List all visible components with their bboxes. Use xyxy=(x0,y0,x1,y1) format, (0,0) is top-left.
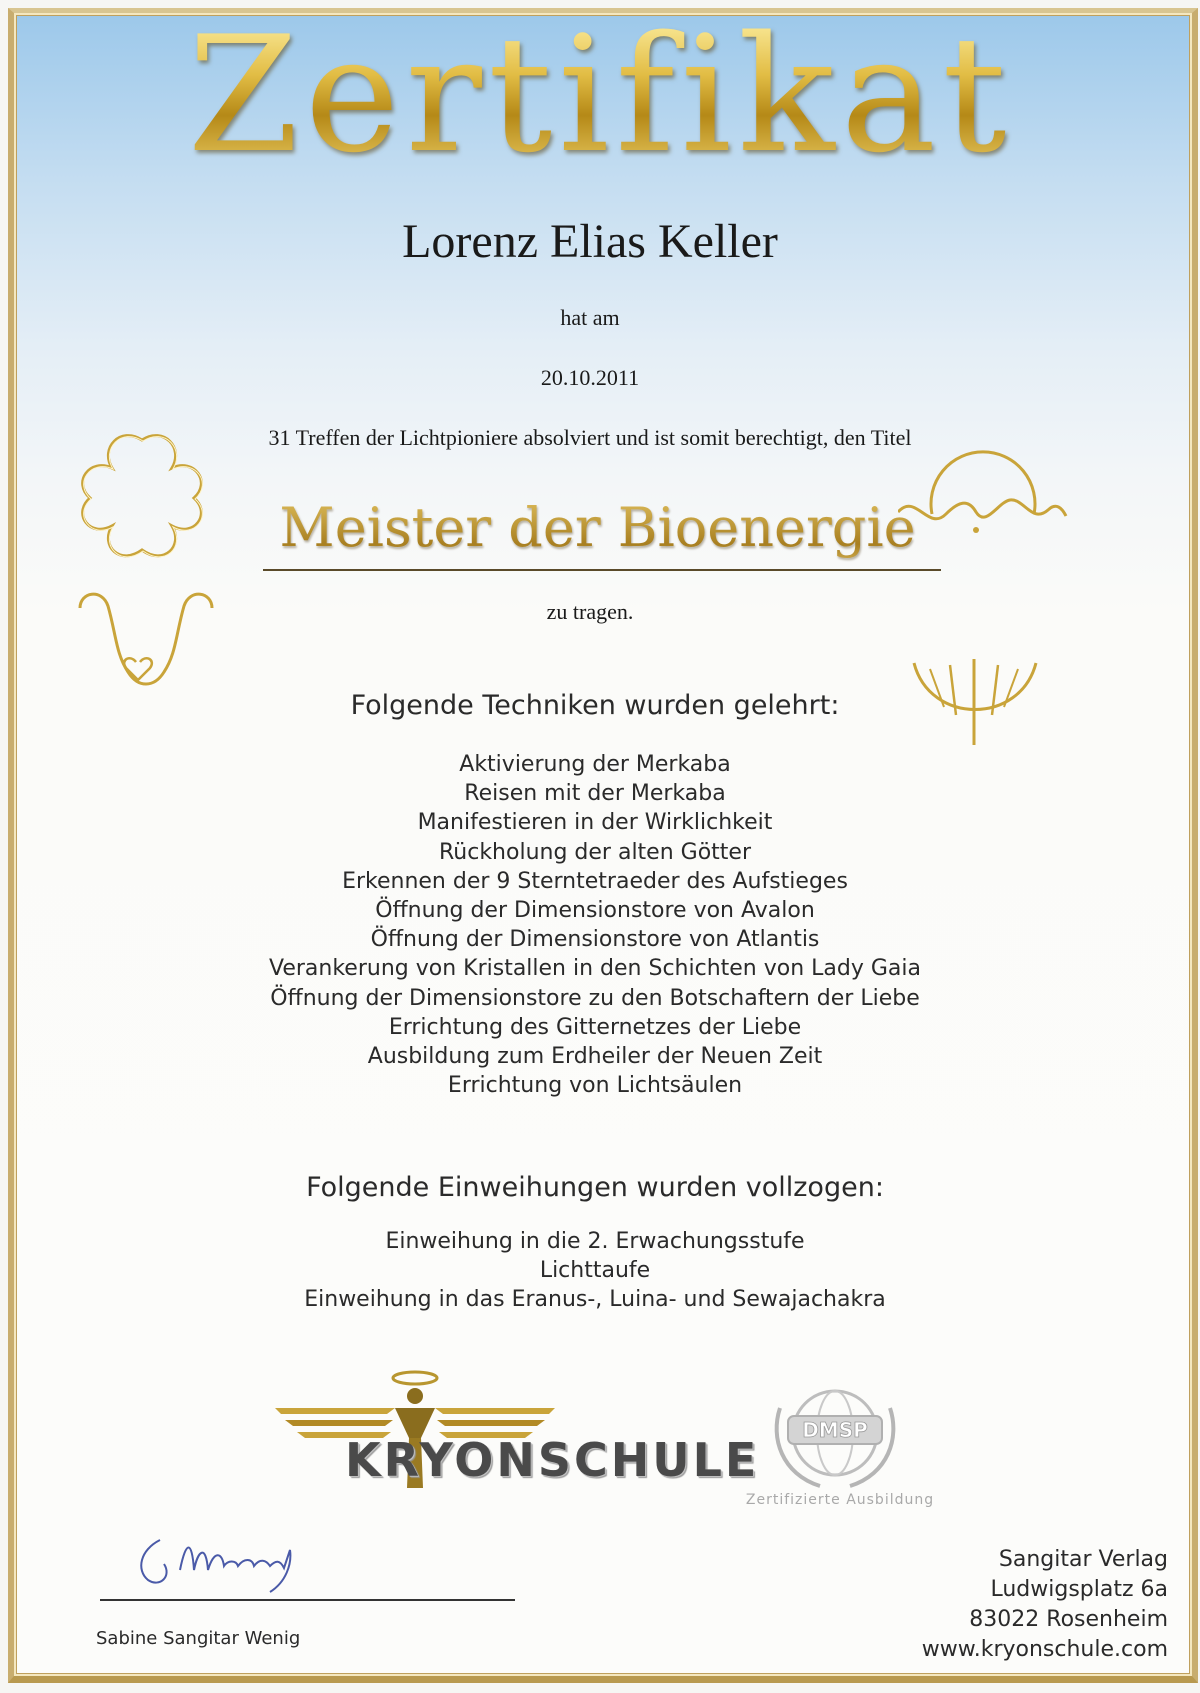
publisher-website: www.kryonschule.com xyxy=(921,1637,1168,1662)
technique-item: Errichtung des Gitternetzes der Liebe xyxy=(388,1014,802,1040)
publisher-address xyxy=(868,1545,1168,1665)
completion-statement: 31 Treffen der Lichtpioniere absolviert und ist somit berechtigt, den Titel xyxy=(268,425,912,450)
technique-item: Rückholung der alten Götter xyxy=(438,839,751,865)
seal-caption: Zertifizierte Ausbildung xyxy=(745,1492,935,1508)
publisher-street: Ludwigsplatz 6a xyxy=(990,1577,1168,1602)
technique-item: Verankerung von Kristallen in den Schichten von Lady Gaia xyxy=(269,956,921,982)
certificate-title: Zertifikat xyxy=(0,10,1200,180)
technique-item: Öffnung der Dimensionstore von Atlantis xyxy=(370,927,820,953)
publisher-name: Sangitar Verlag xyxy=(998,1547,1168,1572)
logo-text: KRYONSCHULE xyxy=(345,1433,760,1487)
certificate-date: 20.10.2011 xyxy=(540,365,640,390)
initiation-item: Einweihung in das Eranus-, Luina- und Sewajachakra xyxy=(304,1287,886,1312)
line-hat-am: hat am xyxy=(560,305,620,330)
recipient-name: Lorenz Elias Keller xyxy=(402,215,778,268)
technique-item: Errichtung von Lichtsäulen xyxy=(447,1073,743,1099)
initiation-item: Lichttaufe xyxy=(539,1258,651,1283)
handwritten-signature xyxy=(120,1530,360,1600)
signer-name: Sabine Sangitar Wenig xyxy=(96,1628,301,1649)
laurel-globe-seal-icon xyxy=(760,1378,910,1498)
signature-line xyxy=(100,1599,515,1601)
technique-item: Aktivierung der Merkaba xyxy=(459,752,731,777)
line-zu-tragen: zu tragen. xyxy=(546,599,634,624)
degree-title: Meister der Bioenergie xyxy=(255,488,940,568)
initiation-item: Einweihung in die 2. Erwachungsstufe xyxy=(385,1229,805,1254)
technique-item: Erkennen der 9 Sterntetraeder des Aufstieges xyxy=(342,868,848,894)
initiations-list xyxy=(0,1227,1190,1314)
techniques-heading: Folgende Techniken wurden gelehrt: xyxy=(350,690,840,721)
quatrefoil-symbol-icon xyxy=(72,428,212,563)
technique-item: Reisen mit der Merkaba xyxy=(464,781,726,807)
initiations-heading: Folgende Einweihungen wurden vollzogen: xyxy=(306,1172,884,1203)
technique-item: Öffnung der Dimensionstore zu den Botschaftern der Liebe xyxy=(270,985,920,1011)
seal-text: DMSP xyxy=(802,1418,868,1442)
techniques-list xyxy=(0,750,1190,1100)
technique-item: Öffnung der Dimensionstore von Avalon xyxy=(375,898,815,924)
degree-underline xyxy=(263,569,941,571)
technique-item: Manifestieren in der Wirklichkeit xyxy=(417,810,773,836)
publisher-city: 83022 Rosenheim xyxy=(969,1607,1168,1632)
technique-item: Ausbildung zum Erdheiler der Neuen Zeit xyxy=(367,1044,823,1070)
